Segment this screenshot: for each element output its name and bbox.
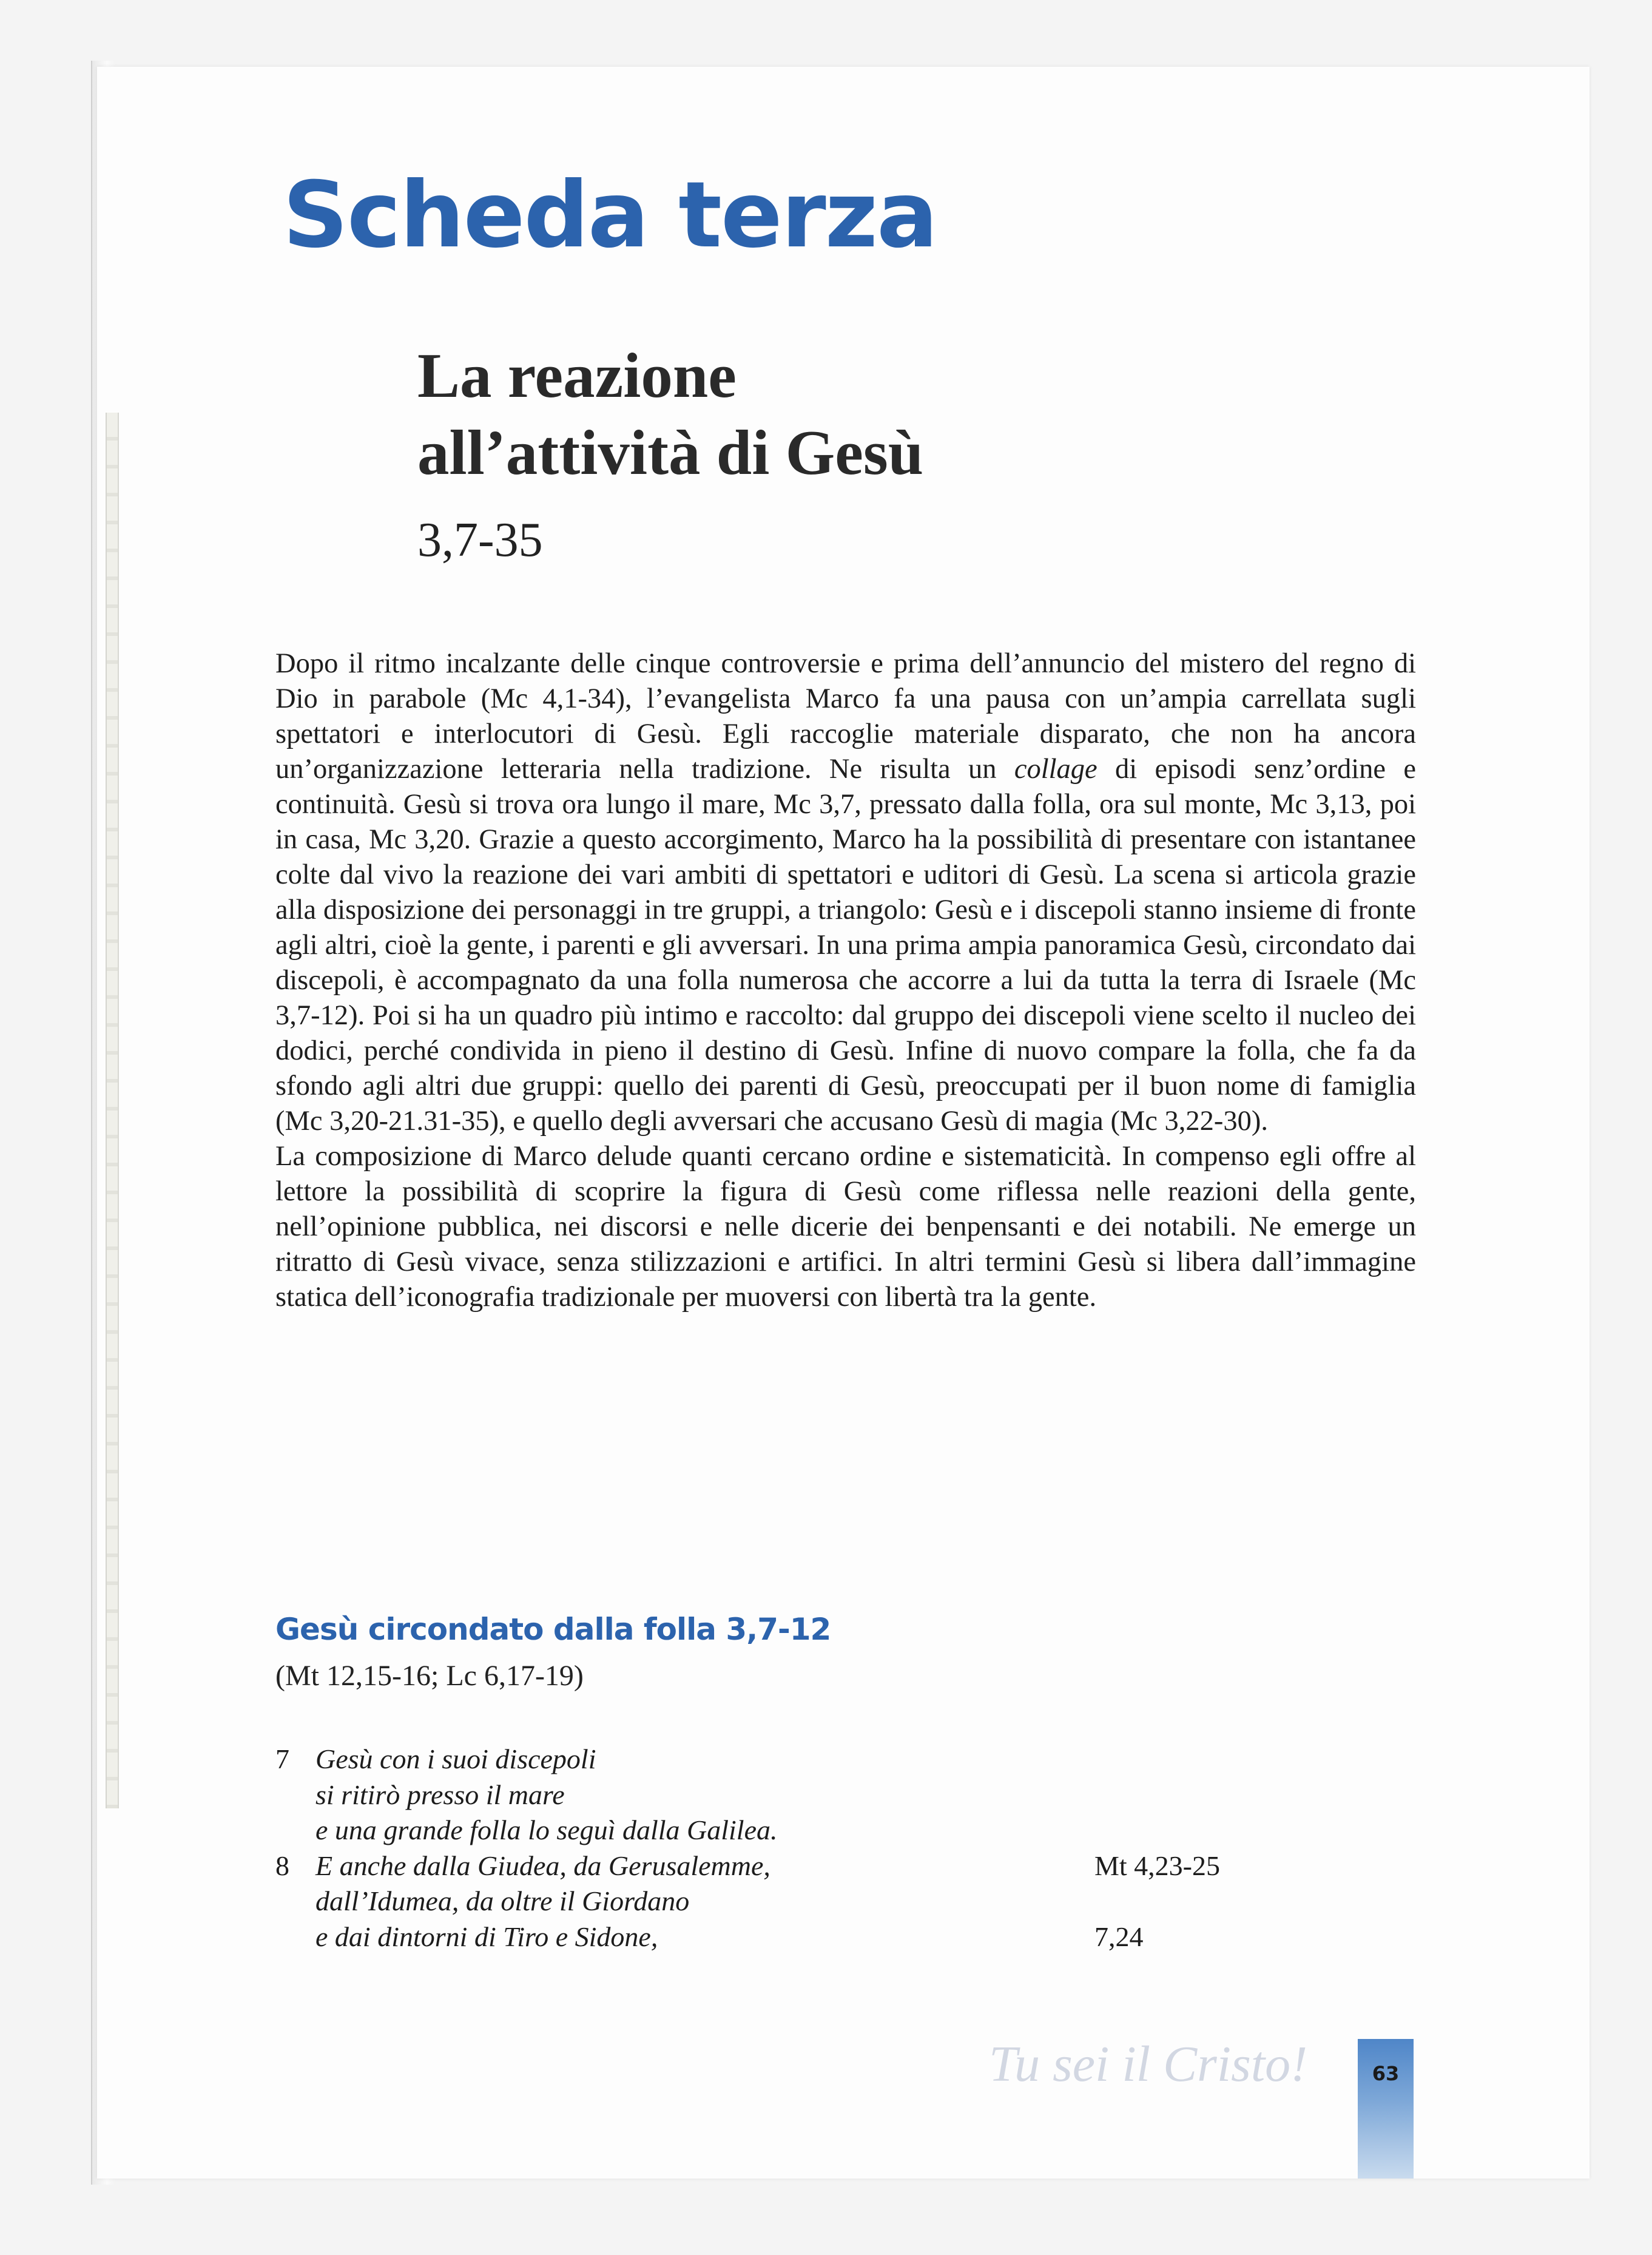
verse-line	[275, 1742, 1307, 1777]
verse-text: dall’Idumea, da oltre il Giordano	[315, 1885, 690, 1916]
book-title-footer: Tu sei il Cristo!	[989, 2036, 1308, 2092]
verse-parallel: Mt 4,23-25	[1094, 1850, 1220, 1881]
verse-line	[275, 1848, 1307, 1884]
page-title-line-1: La reazione	[417, 340, 737, 411]
page-number-tab	[1358, 2039, 1414, 2179]
verse-line	[275, 1813, 1307, 1848]
page-number: 63	[1372, 2062, 1400, 2085]
verse-parallel: 7,24	[1094, 1921, 1144, 1952]
verse-text: Gesù con i suoi discepoli	[315, 1743, 596, 1774]
page-title	[417, 337, 923, 491]
verse-text: E anche dalla Giudea, da Gerusalemme,	[315, 1850, 770, 1881]
intro-text	[275, 646, 1416, 1315]
intro-paragraph-2: La composizione di Marco delude quanti cercano ordine e sistematicità. In compenso egli offre al lettore la possibilità di scoprire la figura di Gesù come riflessa nelle reazioni della gente, nell’opinione pubblica, nei discorsi e nelle dicerie dei benpensanti e dei notabili. Ne emerge un ritratto di Gesù vivace, senza stilizzazioni e artifici. In altri termini Gesù si libera dall’immagine statica dell’iconografia tradizionale per muoversi con libertà tra la gente.	[275, 1141, 1416, 1313]
verse-line	[275, 1777, 1307, 1813]
intro-p1-end: di episodi senz’ordine e continuità. Gesù si trova ora lungo il mare, Mc 3,7, pressato dalla folla, ora sul monte, Mc 3,13, poi in casa, Mc 3,20. Grazie a questo accorgimento, Marco ha la possibilità di presentare con istantanee colte dal vivo la reazione dei vari ambiti di spettatori e uditori di Gesù. La scena si articola grazie alla disposizione dei personaggi in tre gruppi, a triangolo: Gesù e i discepoli stanno insieme di fronte agli altri, cioè la gente, i parenti e gli avversari. In una prima ampia panoramica Gesù, circondato dai discepoli, è accompagnato da una folla numerosa che accorre a lui da tutta la terra di Israele (Mc 3,7-12). Poi si ha un quadro più intimo e raccolto: dal gruppo dei discepoli viene scelto il nucleo dei dodici, perché condivida in pieno il destino di Gesù. Infine di nuovo compare la folla, che fa da sfondo agli altri due gruppi: quello dei parenti di Gesù, preoccupati per il buon nome di famiglia (Mc 3,20-21.31-35), e quello degli avversari che accusano Gesù di magia (Mc 3,22-30).	[275, 754, 1416, 1137]
intro-paragraph-1	[275, 646, 1416, 1139]
verse-text: e dai dintorni di Tiro e Sidone,	[315, 1921, 658, 1952]
verse-number: 8	[275, 1850, 289, 1881]
verse-text: e una grande folla lo seguì dalla Galilea.	[315, 1814, 778, 1845]
verse-text: si ritirò presso il mare	[315, 1779, 565, 1810]
verse-list	[275, 1742, 1307, 1955]
section-parallels: (Mt 12,15-16; Lc 6,17-19)	[275, 1660, 584, 1692]
binding-edge	[106, 413, 119, 1808]
section-heading: Gesù circondato dalla folla 3,7-12	[275, 1612, 831, 1647]
section-label: Scheda terza	[283, 163, 937, 268]
intro-p1-start: Dopo il ritmo incalzante delle cinque controversie e prima dell’annuncio del mistero del regno di Dio in parabole (Mc 4,1-34), l’evangelista Marco fa una pausa con un’ampia carrellata sugli spettatori e interlocutori di Gesù. Egli raccoglie materiale disparato, che non ha ancora un’organizzazione letteraria nella tradizione. Ne risulta un	[275, 648, 1416, 785]
intro-p1-italic: collage	[1014, 754, 1097, 785]
chapter-reference: 3,7-35	[417, 513, 543, 567]
verse-line	[275, 1884, 1307, 1919]
verse-number: 7	[275, 1743, 289, 1774]
verse-line	[275, 1919, 1307, 1955]
page-title-line-2: all’attività di Gesù	[417, 417, 924, 488]
